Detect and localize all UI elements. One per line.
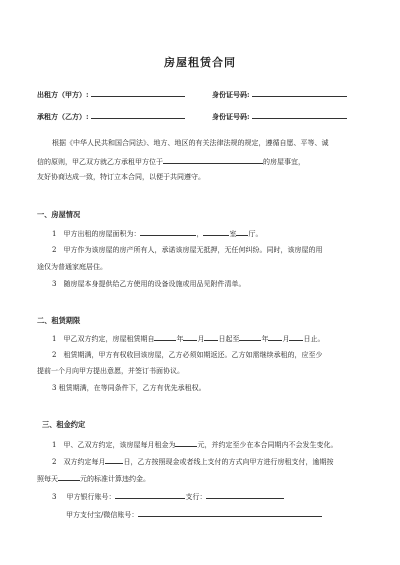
- s2-item-2b: 提前一个月向甲方提出意愿，并签订书面协议。: [37, 367, 184, 375]
- s1-item-3: 3 随房屋本身提供给乙方使用的设备设施或用品见附件清单。: [52, 280, 246, 288]
- penalty-rate-blank[interactable]: [58, 473, 80, 481]
- lessor-id-blank[interactable]: [252, 89, 347, 97]
- start-day-blank[interactable]: [204, 333, 218, 341]
- intro-line-1: 根据《中华人民共和国合同法》、地方、地区的有关法律法规的规定，遵循自愿、平等、诚: [52, 139, 329, 147]
- s3-item-2-cont: [37, 473, 150, 484]
- s3-text: 元的标准计算违约金。: [80, 475, 150, 483]
- s2-text: 月: [282, 335, 290, 343]
- s2-text: 年: [261, 335, 269, 343]
- area-blank[interactable]: [140, 228, 196, 236]
- s3-item-number: 3: [52, 493, 57, 501]
- s3-item-3-bank: [52, 491, 284, 502]
- s3-text: 1 甲、乙双方约定，该房屋每月租金为: [52, 441, 176, 449]
- bank-branch-label: 支行：: [185, 493, 207, 501]
- end-year-blank[interactable]: [239, 333, 261, 341]
- s1-item-2b: 途仅为普通家庭居住。: [37, 263, 107, 271]
- end-day-blank[interactable]: [289, 333, 303, 341]
- s2-text: 日止。: [303, 335, 325, 343]
- s2-text: 1 甲乙双方约定，房屋租赁期自: [52, 335, 155, 343]
- alipay-wechat-label: 甲方支付宝/微信账号：: [66, 511, 139, 519]
- s2-text: 日起至: [218, 335, 240, 343]
- intro-text: 信的原则，甲乙双方就乙方承租甲方位于: [37, 158, 163, 166]
- s3-text: 2 双方约定每月: [52, 458, 106, 466]
- property-address-blank[interactable]: [163, 156, 263, 164]
- bank-account-blank[interactable]: [115, 491, 185, 499]
- end-month-blank[interactable]: [268, 333, 282, 341]
- s1-text: 室: [229, 230, 237, 238]
- section-3-heading: 三、租金约定: [42, 420, 86, 429]
- start-year-blank[interactable]: [154, 333, 176, 341]
- intro-line-2: [37, 156, 305, 167]
- lessor-id-row: [212, 89, 347, 99]
- bank-branch-blank[interactable]: [206, 491, 284, 499]
- lessee-row: [37, 111, 185, 121]
- s2-item-1: [52, 333, 324, 344]
- lessee-label: 承租方（乙方）:: [37, 112, 89, 121]
- alipay-wechat-blank[interactable]: [138, 509, 322, 517]
- halls-blank[interactable]: [236, 228, 248, 236]
- s3-text: 元，并约定至少在本合同期内不会发生变化。: [197, 441, 338, 449]
- rooms-blank[interactable]: [203, 228, 229, 236]
- lessor-row: [37, 89, 185, 99]
- bank-account-label: 甲方银行账号：: [66, 493, 116, 501]
- s2-item-2a: 2 租赁期满，甲方有权收回该房屋，乙方必须如期返还。乙方如需继续承租的，应至少: [52, 351, 323, 359]
- section-1-heading: 一、房屋情况: [37, 210, 81, 219]
- lessor-name-blank[interactable]: [91, 89, 185, 97]
- s1-text: ，: [196, 230, 204, 238]
- s3-text: 照每天: [37, 475, 58, 483]
- monthly-rent-blank[interactable]: [175, 439, 197, 447]
- intro-text: 的房屋事宜，: [263, 158, 305, 166]
- s1-item-2a: 2 甲方作为该房屋的房产所有人，承诺该房屋无抵押，无任何纠纷。同时，该房屋的用: [52, 246, 323, 254]
- s2-text: 月: [197, 335, 205, 343]
- s2-item-3: 3 租赁期满，在等同条件下，乙方有优先承租权。: [52, 384, 206, 392]
- lessee-name-blank[interactable]: [91, 111, 185, 119]
- s1-item-1: [52, 228, 262, 239]
- lessee-id-row: [212, 111, 347, 121]
- lessee-id-label: 身份证号码:: [212, 112, 250, 121]
- pay-day-blank[interactable]: [105, 456, 123, 464]
- intro-line-3: 友好协商达成一致，特订立本合同，以便于共同遵守。: [37, 173, 205, 181]
- document-title: 房屋租赁合同: [164, 56, 236, 69]
- s3-item-3-pay: [66, 509, 322, 520]
- s1-text: 1 甲方出租的房屋面积为：: [52, 230, 141, 238]
- s3-item-1: [52, 439, 337, 450]
- s3-text: 日，乙方按照现金或者线上支付的方式向甲方进行房租支付，逾期按: [123, 458, 334, 466]
- s1-text: 厅。: [248, 230, 263, 238]
- s3-item-2: [52, 456, 333, 467]
- section-2-heading: 二、租赁期限: [37, 316, 81, 325]
- s2-text: 年: [176, 335, 184, 343]
- lessor-label: 出租方（甲方）:: [37, 90, 89, 99]
- lessor-id-label: 身份证号码:: [212, 90, 250, 99]
- lessee-id-blank[interactable]: [252, 111, 347, 119]
- start-month-blank[interactable]: [183, 333, 197, 341]
